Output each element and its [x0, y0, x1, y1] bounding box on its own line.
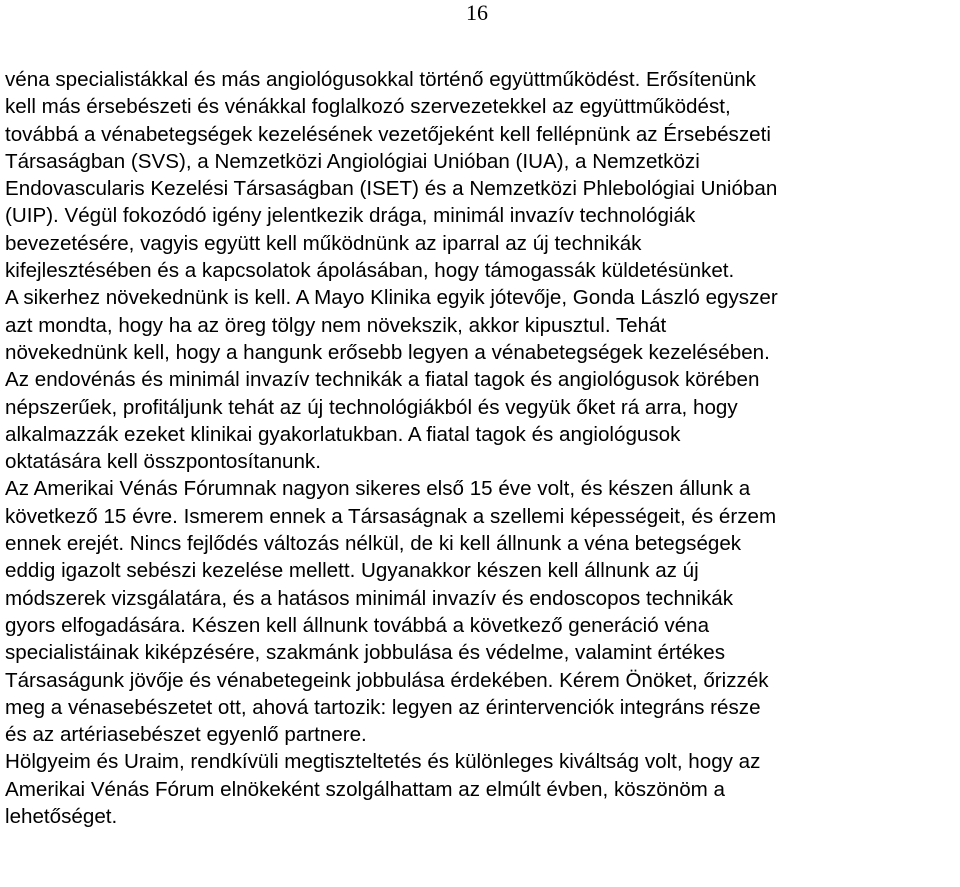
- text-line: gyors elfogadására. Készen kell állnunk továbbá a következő generáció véna: [5, 613, 710, 637]
- text-line: (UIP). Végül fokozódó igény jelentkezik drága, minimál invazív technológiák: [5, 204, 696, 228]
- text-line: kifejlesztésében és a kapcsolatok ápolásában, hogy támogassák küldetésünket.: [5, 259, 735, 283]
- text-line: kell más érsebészeti és vénákkal foglalkozó szervezetekkel az együttműködést,: [5, 95, 731, 119]
- text-line: Endovascularis Kezelési Társaságban (ISET) és a Nemzetközi Phlebológiai Unióban: [5, 177, 778, 201]
- text-line: eddig igazolt sebészi kezelése mellett. Ugyanakkor készen kell állnunk az új: [5, 559, 699, 583]
- body-text: [5, 66, 957, 830]
- text-line: növekednünk kell, hogy a hangunk erősebb legyen a vénabetegségek kezelésében.: [5, 340, 770, 364]
- text-line: oktatására kell összpontosítanunk.: [5, 450, 321, 474]
- text-line: népszerűek, profitáljunk tehát az új technológiákból és vegyük őket rá arra, hogy: [5, 395, 738, 419]
- text-line: Hölgyeim és Uraim, rendkívüli megtiszteltetés és különleges kiváltság volt, hogy az: [5, 750, 761, 774]
- text-line: véna specialistákkal és más angiológusokkal történő együttműködést. Erősítenünk: [5, 68, 756, 91]
- text-line: Amerikai Vénás Fórum elnökeként szolgálhattam az elmúlt évben, köszönöm a: [5, 777, 725, 801]
- text-line: Társaságban (SVS), a Nemzetközi Angiológiai Unióban (IUA), a Nemzetközi: [5, 149, 700, 173]
- text-line: lehetőséget.: [5, 805, 118, 829]
- text-line: meg a vénasebészetet ott, ahová tartozik: legyen az érintervenciók integráns része: [5, 695, 761, 719]
- text-line: továbbá a vénabetegségek kezelésének vezetőjeként kell fellépnünk az Érsebészeti: [5, 122, 771, 146]
- text-line: módszerek vizsgálatára, és a hatásos minimál invazív és endoscopos technikák: [5, 586, 734, 610]
- text-line: azt mondta, hogy ha az öreg tölgy nem növekszik, akkor kipusztul. Tehát: [5, 313, 667, 337]
- text-line: specialistáinak kiképzésére, szakmánk jobbulása és védelme, valamint értékes: [5, 641, 725, 665]
- text-line: bevezetésére, vagyis együtt kell működnünk az iparral az új technikák: [5, 231, 642, 255]
- text-line: A sikerhez növekednünk is kell. A Mayo Klinika egyik jótevője, Gonda László egyszer: [5, 286, 778, 310]
- text-line: Az Amerikai Vénás Fórumnak nagyon sikeres első 15 éve volt, és készen állunk a: [5, 477, 751, 501]
- text-line: ennek erejét. Nincs fejlődés változás nélkül, de ki kell állnunk a véna betegségek: [5, 532, 742, 556]
- text-line: Társaságunk jövője és vénabetegeink jobbulása érdekében. Kérem Önöket, őrizzék: [5, 668, 769, 692]
- text-line: alkalmazzák ezeket klinikai gyakorlatukban. A fiatal tagok és angiológusok: [5, 422, 681, 446]
- text-line: és az artériasebészet egyenlő partnere.: [5, 723, 367, 747]
- text-line: következő 15 évre. Ismerem ennek a Társaságnak a szellemi képességeit, és érzem: [5, 504, 777, 528]
- page-number: 16: [466, 0, 488, 25]
- text-line: Az endovénás és minimál invazív technikák a fiatal tagok és angiológusok körében: [5, 368, 760, 392]
